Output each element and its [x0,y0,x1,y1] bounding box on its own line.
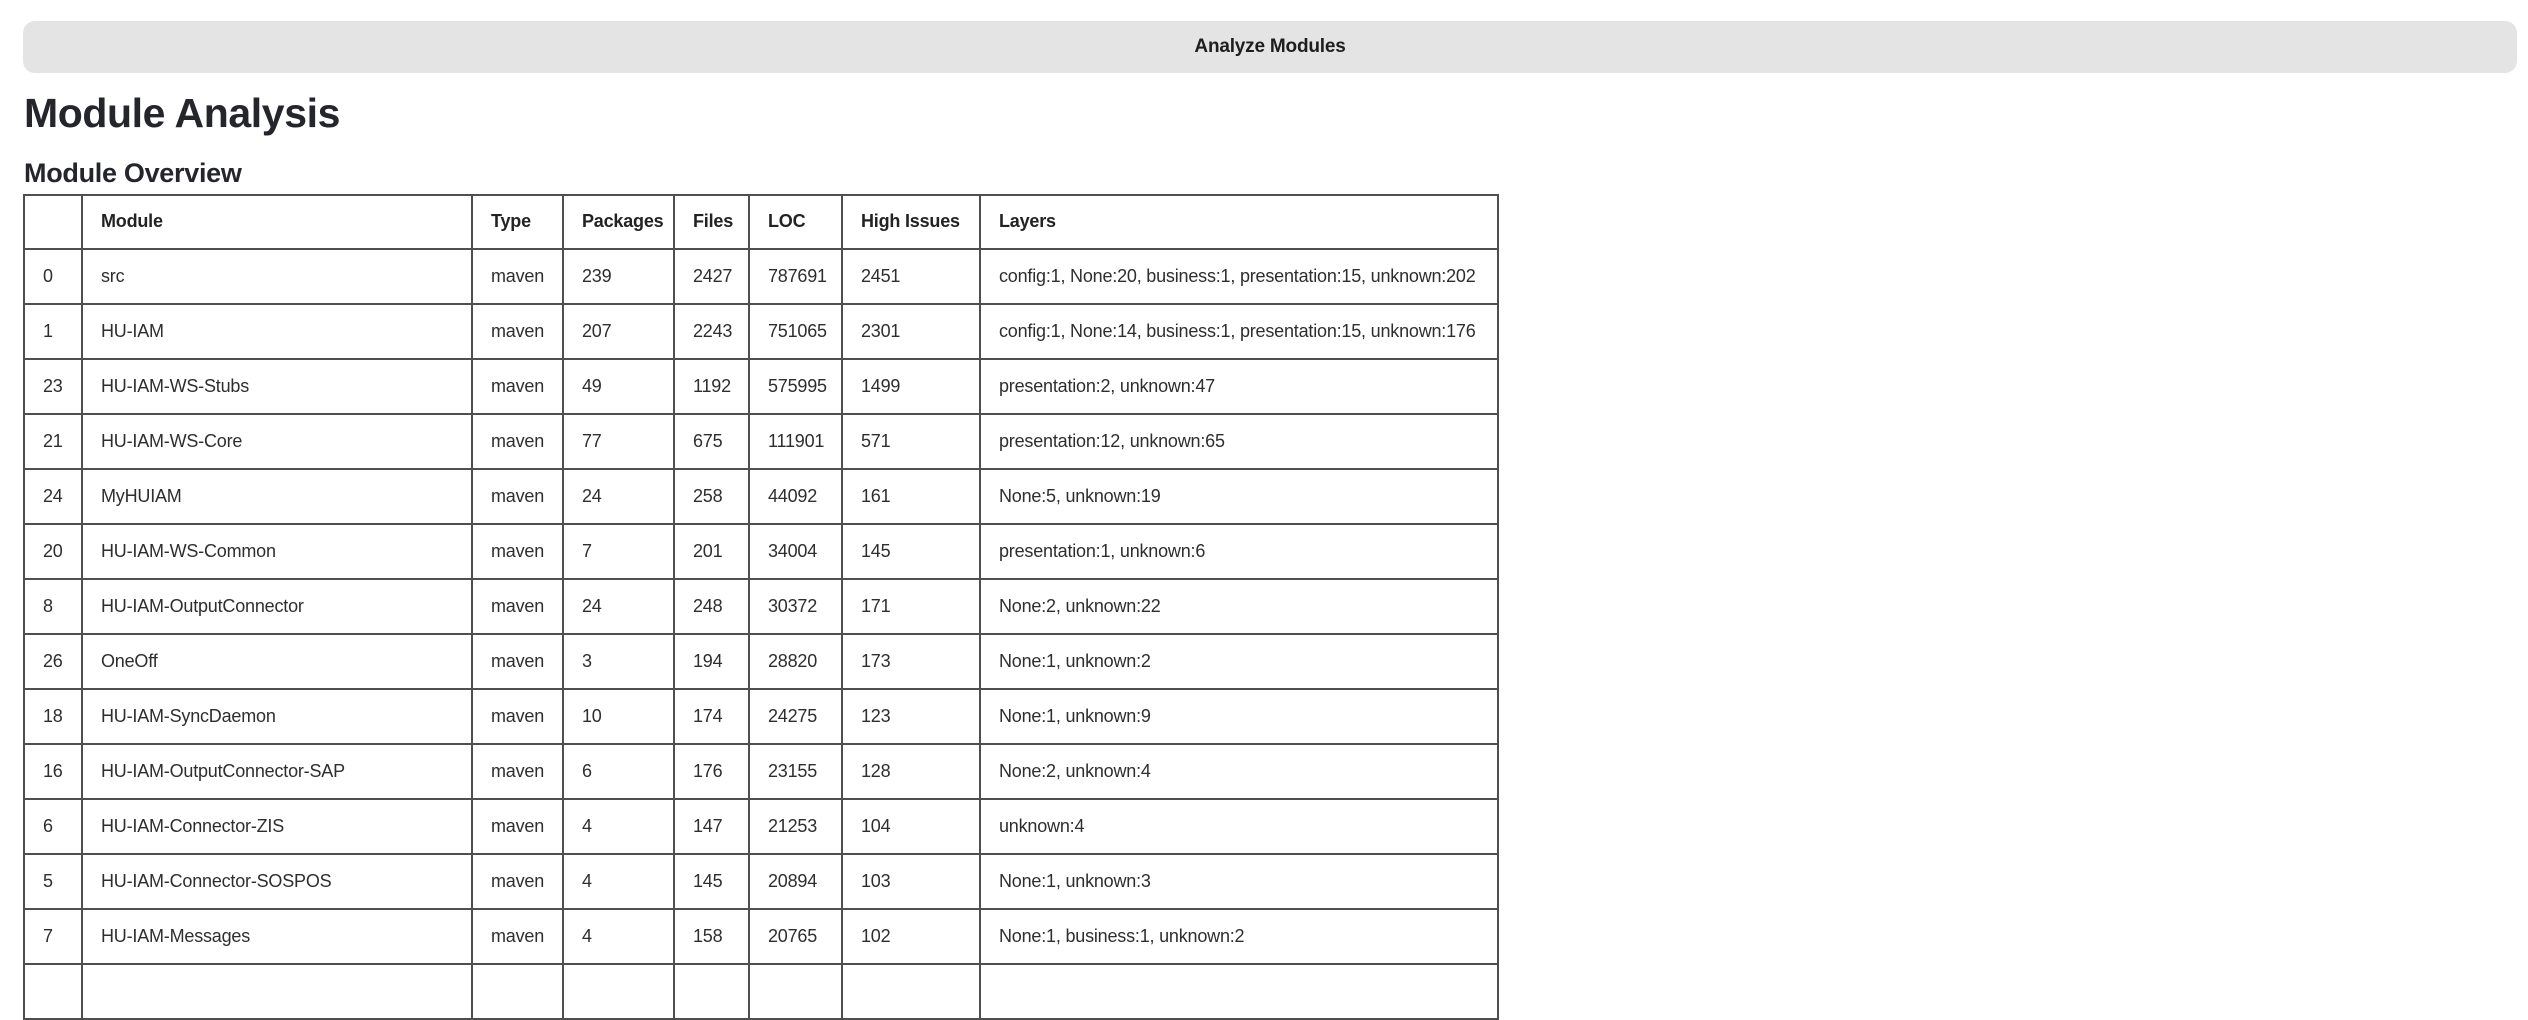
cell-module: HU-IAM [82,304,472,359]
cell-files: 147 [674,799,749,854]
cell-high-issues: 123 [842,689,980,744]
cell-loc: 30372 [749,579,842,634]
table-row [24,579,1498,634]
table-row [24,414,1498,469]
cell-module: MyHUIAM [82,469,472,524]
cell-type: maven [472,909,563,964]
cell-loc: 575995 [749,359,842,414]
cell-module: HU-IAM-OutputConnector-SAP [82,744,472,799]
cell-module: HU-IAM-WS-Core [82,414,472,469]
cell-high-issues: 173 [842,634,980,689]
cell-index: 1 [24,304,82,359]
column-header-packages: Packages [563,195,674,249]
cell-packages: 6 [563,744,674,799]
cell-type: maven [472,414,563,469]
cell-packages [563,964,674,1019]
cell-type: maven [472,249,563,304]
cell-module: HU-IAM-Connector-SOSPOS [82,854,472,909]
cell-packages: 4 [563,799,674,854]
cell-layers: presentation:2, unknown:47 [980,359,1498,414]
cell-module: HU-IAM-Connector-ZIS [82,799,472,854]
cell-layers: presentation:1, unknown:6 [980,524,1498,579]
cell-layers: None:1, unknown:3 [980,854,1498,909]
cell-module: HU-IAM-SyncDaemon [82,689,472,744]
cell-files: 176 [674,744,749,799]
cell-loc: 24275 [749,689,842,744]
cell-packages: 24 [563,469,674,524]
table-header-row [24,195,1498,249]
table-row [24,304,1498,359]
cell-type: maven [472,469,563,524]
cell-files: 201 [674,524,749,579]
cell-high-issues: 171 [842,579,980,634]
cell-module [82,964,472,1019]
table-row [24,469,1498,524]
cell-loc: 111901 [749,414,842,469]
cell-packages: 10 [563,689,674,744]
cell-loc: 21253 [749,799,842,854]
cell-files: 194 [674,634,749,689]
cell-packages: 207 [563,304,674,359]
module-overview-table [23,194,1499,1020]
column-header-module: Module [82,195,472,249]
cell-module: src [82,249,472,304]
cell-high-issues [842,964,980,1019]
section-heading: Module Overview [24,158,242,188]
table-row [24,909,1498,964]
cell-type: maven [472,579,563,634]
cell-loc: 23155 [749,744,842,799]
cell-index: 26 [24,634,82,689]
cell-index: 23 [24,359,82,414]
cell-files: 2243 [674,304,749,359]
analyze-modules-button[interactable]: Analyze Modules [23,21,2517,73]
cell-layers: presentation:12, unknown:65 [980,414,1498,469]
cell-files: 258 [674,469,749,524]
cell-index: 21 [24,414,82,469]
cell-packages: 24 [563,579,674,634]
cell-files: 675 [674,414,749,469]
cell-high-issues: 2451 [842,249,980,304]
cell-packages: 49 [563,359,674,414]
cell-packages: 239 [563,249,674,304]
cell-index: 5 [24,854,82,909]
page-title: Module Analysis [24,90,340,136]
cell-type: maven [472,744,563,799]
table-body [24,249,1498,1019]
cell-module: HU-IAM-WS-Stubs [82,359,472,414]
table-row [24,249,1498,304]
cell-files: 145 [674,854,749,909]
cell-loc: 20894 [749,854,842,909]
cell-type: maven [472,304,563,359]
cell-index: 8 [24,579,82,634]
table-row [24,799,1498,854]
cell-index: 18 [24,689,82,744]
cell-module: HU-IAM-Messages [82,909,472,964]
cell-high-issues: 128 [842,744,980,799]
cell-layers: config:1, None:14, business:1, presentation:15, unknown:176 [980,304,1498,359]
cell-index [24,964,82,1019]
cell-type: maven [472,689,563,744]
cell-index: 7 [24,909,82,964]
cell-high-issues: 1499 [842,359,980,414]
cell-high-issues: 145 [842,524,980,579]
cell-type: maven [472,524,563,579]
cell-packages: 4 [563,909,674,964]
column-header-files: Files [674,195,749,249]
cell-packages: 4 [563,854,674,909]
table-row [24,744,1498,799]
table-row [24,524,1498,579]
column-header-index [24,195,82,249]
table-row [24,634,1498,689]
cell-index: 6 [24,799,82,854]
cell-high-issues: 104 [842,799,980,854]
cell-loc: 28820 [749,634,842,689]
cell-type: maven [472,634,563,689]
cell-files: 158 [674,909,749,964]
cell-type: maven [472,854,563,909]
cell-type: maven [472,799,563,854]
column-header-loc: LOC [749,195,842,249]
cell-files: 1192 [674,359,749,414]
cell-files: 174 [674,689,749,744]
cell-layers: None:2, unknown:22 [980,579,1498,634]
cell-module: HU-IAM-OutputConnector [82,579,472,634]
column-header-type: Type [472,195,563,249]
cell-type: maven [472,359,563,414]
cell-layers: unknown:4 [980,799,1498,854]
cell-layers: None:1, unknown:2 [980,634,1498,689]
table-row [24,359,1498,414]
cell-index: 20 [24,524,82,579]
cell-layers [980,964,1498,1019]
cell-loc: 44092 [749,469,842,524]
cell-high-issues: 102 [842,909,980,964]
cell-files: 2427 [674,249,749,304]
table-row [24,689,1498,744]
cell-loc: 20765 [749,909,842,964]
cell-high-issues: 161 [842,469,980,524]
column-header-high-issues: High Issues [842,195,980,249]
cell-layers: None:2, unknown:4 [980,744,1498,799]
cell-high-issues: 2301 [842,304,980,359]
table-row-partial [24,964,1498,1019]
cell-files [674,964,749,1019]
cell-loc: 751065 [749,304,842,359]
cell-high-issues: 103 [842,854,980,909]
cell-index: 16 [24,744,82,799]
column-header-layers: Layers [980,195,1498,249]
cell-layers: None:1, business:1, unknown:2 [980,909,1498,964]
cell-layers: None:1, unknown:9 [980,689,1498,744]
cell-index: 24 [24,469,82,524]
cell-loc: 34004 [749,524,842,579]
cell-packages: 77 [563,414,674,469]
cell-high-issues: 571 [842,414,980,469]
cell-loc: 787691 [749,249,842,304]
cell-layers: None:5, unknown:19 [980,469,1498,524]
table-row [24,854,1498,909]
cell-module: HU-IAM-WS-Common [82,524,472,579]
cell-layers: config:1, None:20, business:1, presentation:15, unknown:202 [980,249,1498,304]
cell-type [472,964,563,1019]
cell-packages: 3 [563,634,674,689]
cell-module: OneOff [82,634,472,689]
cell-packages: 7 [563,524,674,579]
cell-index: 0 [24,249,82,304]
cell-loc [749,964,842,1019]
cell-files: 248 [674,579,749,634]
